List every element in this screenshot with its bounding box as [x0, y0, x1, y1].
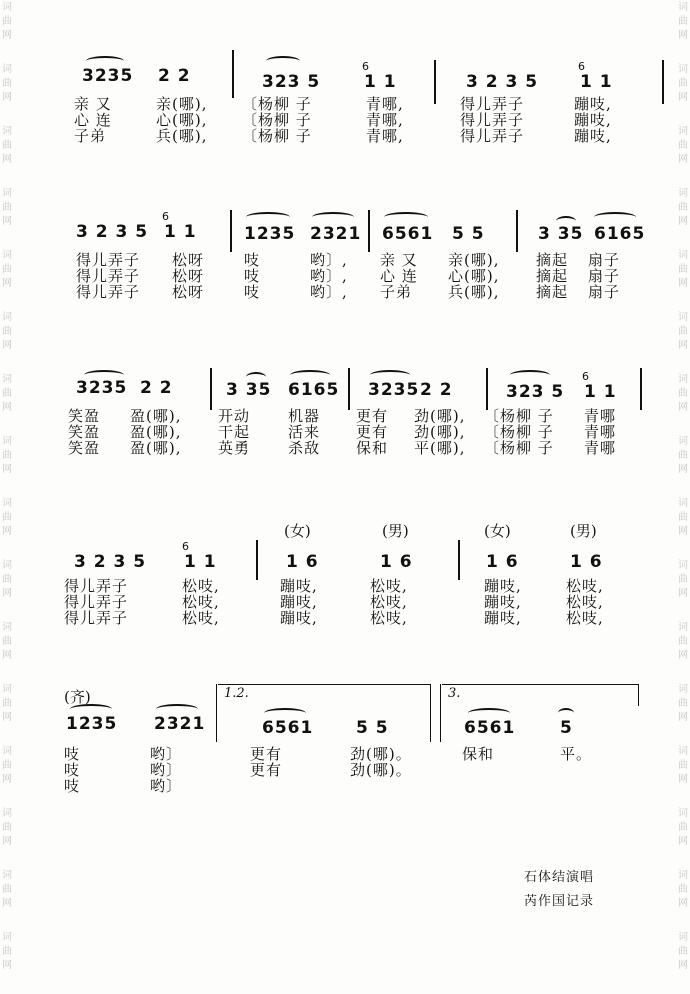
- watermark-char: 曲: [2, 946, 12, 957]
- notes: 3 35: [538, 224, 584, 244]
- watermark-char: 曲: [2, 760, 12, 771]
- watermark-char: 词: [678, 746, 688, 757]
- watermark-char: 词: [678, 312, 688, 323]
- watermark-char: 网: [2, 402, 12, 413]
- watermark-char: 词: [2, 2, 12, 13]
- voice-label: (女): [284, 522, 311, 540]
- watermark-char: 词: [2, 250, 12, 261]
- notes: 5: [560, 718, 573, 738]
- watermark-char: 词: [678, 808, 688, 819]
- watermark-char: 网: [2, 30, 12, 41]
- watermark-char: 曲: [678, 884, 688, 895]
- voice-label: (男): [570, 522, 597, 540]
- lyrics-col-2: 哟〕 哟〕 哟〕: [150, 745, 183, 795]
- watermark-char: 网: [2, 898, 12, 909]
- watermark-char: 曲: [678, 140, 688, 151]
- notes: 323 5: [262, 72, 321, 92]
- watermark-char: 曲: [678, 822, 688, 833]
- notes: 2 2: [140, 378, 173, 398]
- watermark-char: 曲: [678, 946, 688, 957]
- watermark-char: 词: [678, 126, 688, 137]
- notes: 6561: [382, 224, 434, 244]
- watermark-char: 词: [678, 250, 688, 261]
- ending-1-label: 1.2.: [224, 686, 249, 701]
- notes: 1235: [66, 714, 118, 734]
- watermark-char: 网: [2, 774, 12, 785]
- notes: 1 1: [184, 552, 217, 572]
- watermark-char: 词: [678, 436, 688, 447]
- notes: 2 2: [158, 66, 191, 86]
- notes: 2321: [154, 714, 206, 734]
- watermark-char: 词: [2, 622, 12, 633]
- watermark-char: 词: [2, 684, 12, 695]
- recorder-credit: 芮作国记录: [524, 894, 595, 909]
- lyrics-col-6: 松吱, 松吱, 松吱,: [566, 577, 604, 627]
- watermark-char: 词: [678, 932, 688, 943]
- watermark-char: 网: [2, 960, 12, 971]
- lyrics-col-2: 盈(哪), 盈(哪), 盈(哪),: [130, 407, 182, 457]
- watermark-char: 词: [2, 64, 12, 75]
- watermark-char: 网: [678, 154, 688, 165]
- notes: 3 2 3 5: [76, 222, 149, 242]
- watermark-char: 曲: [2, 326, 12, 337]
- watermark-char: 词: [2, 498, 12, 509]
- watermark-char: 网: [2, 154, 12, 165]
- notes: 1235: [244, 224, 296, 244]
- notes: 6561: [464, 718, 516, 738]
- watermark-char: 词: [2, 312, 12, 323]
- lyrics-col-5: 更有 更有 保和: [356, 407, 389, 457]
- lyrics-col-3: 〔杨柳 子 〔杨柳 子 〔杨柳 子: [242, 95, 312, 145]
- lyrics-col-2: 松呀 松呀 松呀: [172, 251, 205, 301]
- watermark-char: 词: [2, 808, 12, 819]
- lyrics-col-3: 蹦吱, 蹦吱, 蹦吱,: [280, 577, 318, 627]
- watermark-char: 网: [678, 92, 688, 103]
- lyrics-col-4: 劲(哪)。 劲(哪)。: [350, 745, 412, 779]
- lyrics-col-5: 保和: [462, 745, 495, 763]
- notes: 1 6: [486, 552, 519, 572]
- watermark-char: 词: [678, 560, 688, 571]
- lyrics-col-6: 蹦吱, 蹦吱, 蹦吱,: [574, 95, 612, 145]
- watermark-char: 网: [2, 836, 12, 847]
- lyrics-col-4: 松吱, 松吱, 松吱,: [370, 577, 408, 627]
- watermark-char: 网: [678, 216, 688, 227]
- watermark-char: 网: [2, 526, 12, 537]
- watermark-char: 网: [2, 340, 12, 351]
- watermark-char: 词: [678, 870, 688, 881]
- watermark-char: 网: [678, 960, 688, 971]
- lyrics-col-8: 扇子 扇子 扇子: [588, 251, 621, 301]
- notes: 1 6: [570, 552, 603, 572]
- watermark-char: 曲: [2, 264, 12, 275]
- lyrics-col-1: 笑盈 笑盈 笑盈: [68, 407, 101, 457]
- notes: 3235: [82, 66, 134, 86]
- watermark-char: 词: [678, 684, 688, 695]
- watermark-char: 网: [678, 30, 688, 41]
- lyrics-col-2: 松吱, 松吱, 松吱,: [182, 577, 220, 627]
- notes: 3 35: [226, 380, 272, 400]
- watermark-char: 曲: [2, 16, 12, 27]
- lyrics-col-1: 得儿弄子 得儿弄子 得儿弄子: [76, 251, 141, 301]
- notes: 6561: [262, 718, 314, 738]
- credits: [524, 866, 594, 914]
- notes: 5 5: [356, 718, 389, 738]
- notes: 5 5: [452, 224, 485, 244]
- lyrics-col-3: 更有 更有: [250, 745, 283, 779]
- notes: 2 2: [420, 380, 453, 400]
- watermark-char: 曲: [678, 450, 688, 461]
- lyrics-col-3: 开动 干起 英勇: [218, 407, 251, 457]
- lyrics-col-2: 亲(哪), 心(哪), 兵(哪),: [156, 95, 208, 145]
- watermark-char: 网: [678, 526, 688, 537]
- watermark-char: 曲: [678, 574, 688, 585]
- notes: 3235: [76, 378, 128, 398]
- lyrics-col-1: 得儿弄子 得儿弄子 得儿弄子: [64, 577, 129, 627]
- watermark-char: 曲: [678, 760, 688, 771]
- notes: 1 1: [584, 382, 617, 402]
- watermark-char: 网: [2, 92, 12, 103]
- watermark-char: 曲: [678, 202, 688, 213]
- watermark-char: 网: [678, 464, 688, 475]
- watermark-char: 词: [678, 2, 688, 13]
- notes: 6165: [288, 380, 340, 400]
- watermark-char: 网: [678, 278, 688, 289]
- lyrics-col-8: 青哪 青哪 青哪: [584, 407, 617, 457]
- watermark-char: 词: [678, 498, 688, 509]
- watermark-char: 曲: [2, 78, 12, 89]
- watermark-char: 网: [678, 650, 688, 661]
- notes: 2321: [310, 224, 362, 244]
- watermark-char: 词: [2, 188, 12, 199]
- watermark-char: 网: [2, 278, 12, 289]
- lyrics-col-4: 哟〕, 哟〕, 哟〕,: [310, 251, 348, 301]
- watermark-char: 曲: [2, 698, 12, 709]
- watermark-char: 曲: [678, 388, 688, 399]
- lyrics-col-4: 青哪, 青哪, 青哪,: [366, 95, 404, 145]
- watermark-char: 曲: [2, 822, 12, 833]
- watermark-char: 网: [678, 712, 688, 723]
- watermark-char: 词: [2, 746, 12, 757]
- right-margin-watermark: [676, 2, 690, 994]
- lyrics-col-7: 摘起 摘起 摘起: [536, 251, 569, 301]
- watermark-char: 网: [678, 340, 688, 351]
- lyrics-col-5: 得儿弄子 得儿弄子 得儿弄子: [460, 95, 525, 145]
- watermark-char: 曲: [678, 78, 688, 89]
- watermark-char: 词: [678, 64, 688, 75]
- notes: 1 1: [580, 72, 613, 92]
- watermark-char: 网: [2, 588, 12, 599]
- lyrics-col-5: 蹦吱, 蹦吱, 蹦吱,: [484, 577, 522, 627]
- watermark-char: 曲: [2, 512, 12, 523]
- lyrics-col-1: 吱 吱 吱: [64, 745, 81, 795]
- watermark-char: 词: [2, 870, 12, 881]
- watermark-char: 曲: [678, 264, 688, 275]
- watermark-char: 词: [2, 374, 12, 385]
- notes: 3235: [368, 380, 420, 400]
- watermark-char: 曲: [678, 326, 688, 337]
- watermark-char: 词: [2, 560, 12, 571]
- voice-label: (女): [484, 522, 511, 540]
- watermark-char: 曲: [2, 450, 12, 461]
- watermark-char: 曲: [678, 698, 688, 709]
- notes: 3 2 3 5: [74, 552, 147, 572]
- watermark-char: 曲: [678, 16, 688, 27]
- watermark-char: 曲: [2, 140, 12, 151]
- watermark-char: 曲: [2, 574, 12, 585]
- watermark-char: 词: [678, 622, 688, 633]
- watermark-char: 曲: [2, 202, 12, 213]
- lyrics-col-5: 亲 又 心 连 子弟: [380, 251, 418, 301]
- notes: 1 6: [380, 552, 413, 572]
- watermark-char: 曲: [678, 636, 688, 647]
- lyrics-col-7: 〔杨柳 子 〔杨柳 子 〔杨柳 子: [484, 407, 554, 457]
- watermark-char: 网: [2, 712, 12, 723]
- watermark-char: 网: [2, 216, 12, 227]
- lyrics-col-1: 亲 又 心 连 子弟: [74, 95, 112, 145]
- watermark-char: 网: [678, 774, 688, 785]
- watermark-char: 词: [2, 126, 12, 137]
- watermark-char: 网: [678, 898, 688, 909]
- notes: 1 6: [286, 552, 319, 572]
- lyrics-col-6: 亲(哪), 心(哪), 兵(哪),: [448, 251, 500, 301]
- notes: 3 2 3 5: [466, 72, 539, 92]
- performer-credit: 石体结演唱: [524, 870, 595, 885]
- ending-2-label: 3.: [448, 686, 461, 701]
- lyrics-col-6: 平。: [560, 745, 593, 763]
- watermark-char: 曲: [678, 512, 688, 523]
- watermark-char: 曲: [2, 388, 12, 399]
- notes: 323 5: [506, 382, 565, 402]
- watermark-char: 网: [2, 650, 12, 661]
- lyrics-col-3: 吱 吱 吱: [244, 251, 261, 301]
- watermark-char: 网: [678, 402, 688, 413]
- watermark-char: 曲: [2, 636, 12, 647]
- voice-label: (齐): [64, 688, 91, 706]
- watermark-char: 词: [2, 436, 12, 447]
- notes: 1 1: [164, 222, 197, 242]
- watermark-char: 词: [678, 188, 688, 199]
- watermark-char: 词: [678, 374, 688, 385]
- voice-label: (男): [382, 522, 409, 540]
- watermark-char: 词: [2, 932, 12, 943]
- left-margin-watermark: [0, 2, 14, 994]
- notes: 6165: [594, 224, 646, 244]
- notes: 1 1: [364, 72, 397, 92]
- watermark-char: 曲: [2, 884, 12, 895]
- watermark-char: 网: [678, 588, 688, 599]
- lyrics-col-6: 劲(哪), 劲(哪), 平(哪),: [414, 407, 466, 457]
- watermark-char: 网: [2, 464, 12, 475]
- lyrics-col-4: 机器 活来 杀敌: [288, 407, 321, 457]
- watermark-char: 网: [678, 836, 688, 847]
